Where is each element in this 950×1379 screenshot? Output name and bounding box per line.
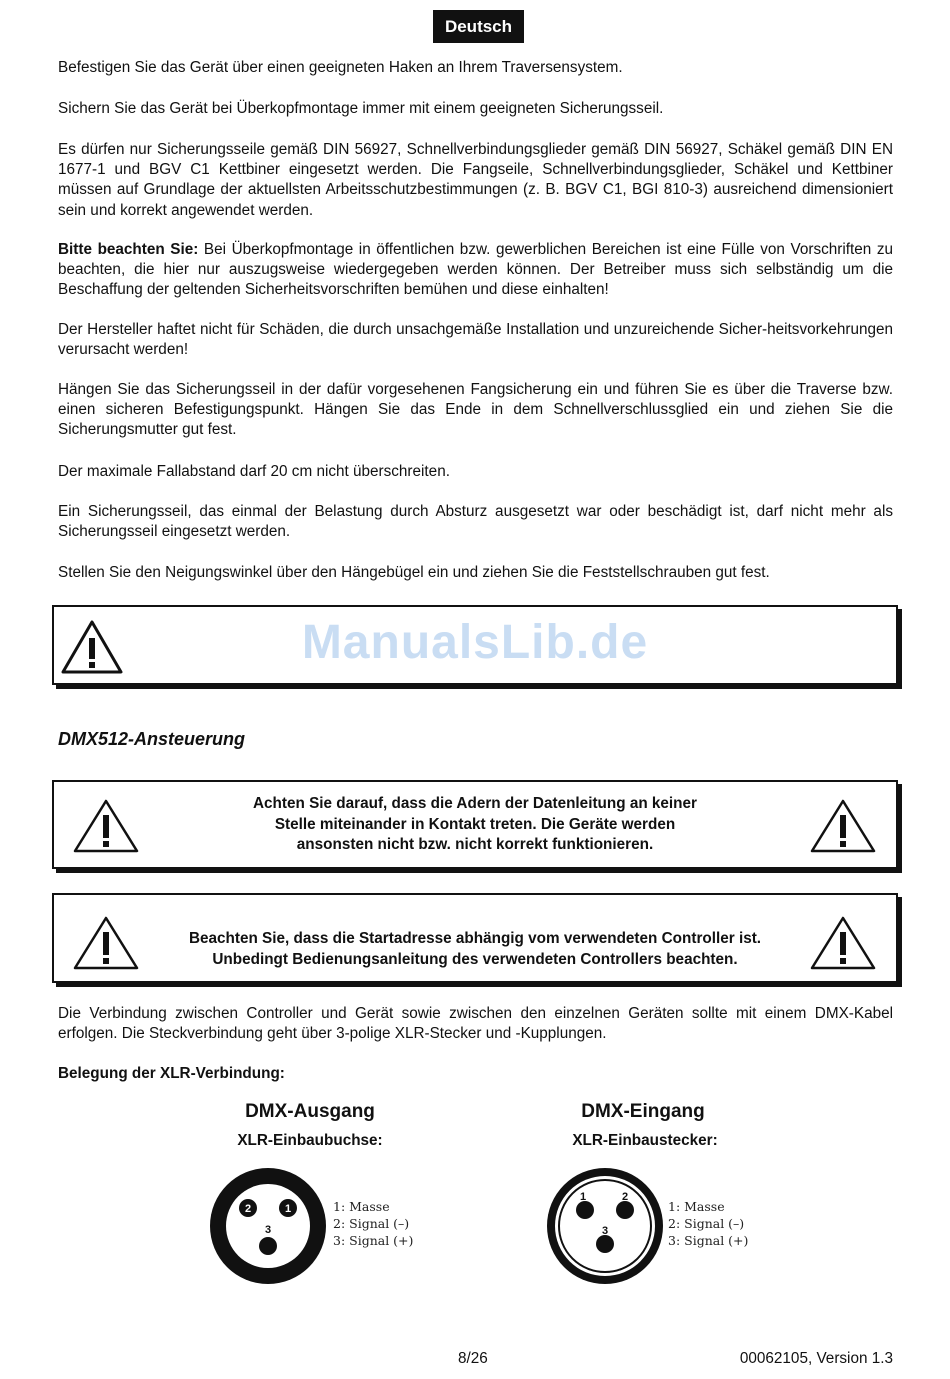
- notice-text: Bei Überkopfmontage in öffentlichen bzw. gewerblichen Bereichen ist eine Fülle von Vorschriften zu beachten, die hier nur auszugsweise wiedergegeben werden können. Der Betreiber muss sich selbständig um die Beschaffung der geltenden Sicherheitsvorschriften bemühen und diese einhalten!: [58, 241, 894, 299]
- pin-legend-item: 1: Masse: [668, 1199, 725, 1214]
- paragraph-damaged-rope: Ein Sicherungsseil, das einmal der Belastung durch Absturz ausgesetzt war oder beschädigt ist, darf nicht mehr als Sicherungsseil eingesetzt werden.: [58, 503, 893, 541]
- warning-line: Achten Sie darauf, dass die Adern der Datenleitung an keiner: [252, 795, 697, 812]
- paragraph-dmx-cable: Die Verbindung zwischen Controller und Gerät sowie zwischen den einzelnen Geräten sollte mit einem DMX-Kabel erfolgen. Die Steckverbindung geht über 3-polige XLR-Stecker und -Kupplungen.: [58, 1005, 893, 1043]
- paragraph-tilt-angle: Stellen Sie den Neigungswinkel über den Hängebügel ein und ziehen Sie die Feststellschrauben gut fest.: [58, 564, 770, 581]
- pin-number: 1: [579, 1191, 587, 1203]
- xlr-male-plug-icon: [545, 1166, 665, 1286]
- document-id: 00062105, Version 1.3: [739, 1350, 893, 1367]
- warning-box-mounting: [52, 605, 898, 685]
- dmx-input-subtitle: XLR-Einbaustecker:: [572, 1132, 718, 1149]
- pin-number: 2: [244, 1203, 252, 1215]
- pin-legend-item: 1: Masse: [333, 1199, 390, 1214]
- pin-legend-item: 3: Signal (+): [668, 1233, 749, 1248]
- dmx-input-pin-legend: [668, 1198, 748, 1249]
- pin-number: 1: [284, 1203, 292, 1215]
- dmx-output-subtitle: XLR-Einbaubuchse:: [237, 1132, 383, 1149]
- pin-legend-item: 2: Signal (–): [668, 1216, 745, 1231]
- paragraph-safety-rope: Sichern Sie das Gerät bei Überkopfmontage immer mit einem geeigneten Sicherungsseil.: [58, 100, 664, 117]
- warning-line: Unbedingt Bedienungsanleitung des verwendeten Controllers beachten.: [212, 950, 738, 968]
- pin-number: 2: [621, 1191, 629, 1203]
- warning-line: Stelle miteinander in Kontakt treten. Die Geräte werden: [274, 815, 676, 833]
- warning-line: ansonsten nicht bzw. nicht korrekt funktionieren.: [296, 836, 654, 853]
- xlr-female-socket-icon: [208, 1166, 328, 1286]
- paragraph-hook-mounting: Befestigen Sie das Gerät über einen geeigneten Haken an Ihrem Traversensystem.: [58, 59, 623, 76]
- paragraph-notice: [58, 240, 893, 301]
- page-number: 8/26: [458, 1350, 488, 1367]
- warning-box-start-address: [52, 893, 898, 983]
- dmx-input-title: DMX-Eingang: [581, 1101, 705, 1122]
- paragraph-din-requirements: Es dürfen nur Sicherungsseile gemäß DIN 56927, Schnellverbindungsglieder gemäß DIN 56927, Schäkel gemäß DIN EN 1677-1 und BGV C1 Kettbiner eingesetzt werden. Die Fangseile, Schnellverbindungsglieder, Schäkel und Kettbiner müssen auf Grundlage der aktuellsten Arbeitsschutzbestimmungen (z. B. BGV C1, BGI 810-3) ausreichend dimensioniert sein und korrekt angewendet werden.: [58, 141, 893, 219]
- warning-text-data-cable: [54, 794, 896, 856]
- pin-number: 3: [264, 1224, 272, 1236]
- pin-legend-item: 3: Signal (+): [333, 1233, 414, 1248]
- paragraph-rope-attach: Hängen Sie das Sicherungsseil in der dafür vorgesehenen Fangsicherung ein und führen Sie es über die Traverse bzw. einen sicheren Befestigungspunkt. Hängen Sie das Ende in dem Schnellverschlussglied ein und ziehen Sie die Sicherungsmutter gut fest.: [58, 381, 893, 439]
- dmx-output-title: DMX-Ausgang: [245, 1101, 375, 1122]
- warning-triangle-icon: [809, 798, 877, 854]
- warning-line: Beachten Sie, dass die Startadresse abhängig vom verwendeten Controller ist.: [188, 930, 762, 947]
- pin-legend-item: 2: Signal (–): [333, 1216, 410, 1231]
- warning-triangle-icon: [809, 915, 877, 971]
- notice-label: Bitte beachten Sie:: [58, 241, 199, 258]
- watermark: ManualsLib.de: [301, 616, 649, 669]
- pin-number: 3: [601, 1225, 609, 1237]
- language-tab: Deutsch: [433, 10, 524, 43]
- paragraph-liability: Der Hersteller haftet nicht für Schäden, die durch unsachgemäße Installation und unzureichende Sicher-heitsvorkehrungen verursacht werden!: [58, 321, 893, 359]
- section-title: DMX512-Ansteuerung: [58, 729, 246, 749]
- dmx-output-pin-legend: [333, 1198, 413, 1249]
- xlr-pinout-label: Belegung der XLR-Verbindung:: [58, 1065, 285, 1082]
- paragraph-fall-distance: Der maximale Fallabstand darf 20 cm nicht überschreiten.: [58, 463, 450, 480]
- warning-box-data-cable: [52, 780, 898, 869]
- warning-text-start-address: [54, 929, 896, 970]
